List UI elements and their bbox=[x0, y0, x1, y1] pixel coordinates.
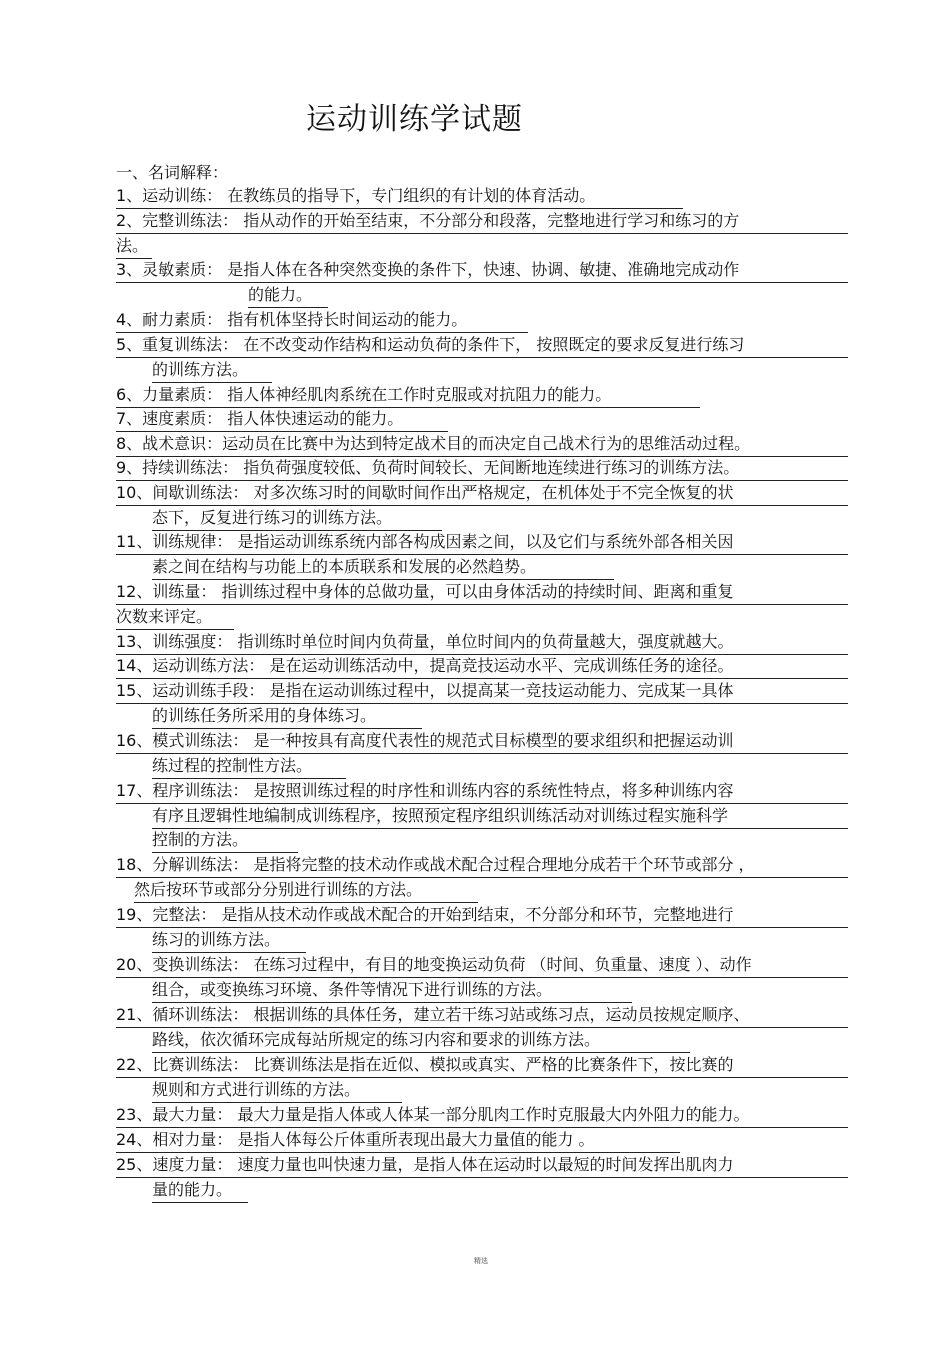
definition-line: 路线，依次循环完成每站所规定的练习内容和要求的训练方法。 bbox=[152, 1028, 690, 1053]
definition-line: 8、战术意识：运动员在比赛中为达到特定战术目的而决定自己战术行为的思维活动过程。 bbox=[116, 432, 848, 457]
definition-line: 3、灵敏素质： 是指人体在各种突然变换的条件下，快速、协调、敏捷、准确地完成动作 bbox=[116, 258, 848, 283]
definition-line: 量的能力。 bbox=[152, 1178, 248, 1203]
definition-line: 组合，或变换练习环境、条件等情况下进行训练的方法。 bbox=[152, 978, 632, 1003]
definition-line: 规则和方式进行训练的方法。 bbox=[152, 1078, 402, 1103]
definition-line: 22、比赛训练法： 比赛训练法是指在近似、模拟或真实、严格的比赛条件下，按比赛的 bbox=[116, 1053, 848, 1078]
definition-line: 5、重复训练法： 在不改变动作结构和运动负荷的条件下， 按照既定的要求反复进行练习 bbox=[116, 333, 848, 358]
definition-line: 6、力量素质： 指人体神经肌肉系统在工作时克服或对抗阻力的能力。 bbox=[116, 383, 700, 408]
definition-line: 20、变换训练法： 在练习过程中，有目的地变换运动负荷 （时间、负重量、速度 ）、动作 bbox=[116, 953, 848, 978]
definition-line: 1、运动训练： 在教练员的指导下，专门组织的有计划的体育活动。 bbox=[116, 184, 683, 209]
definition-line: 控制的方法。 bbox=[152, 828, 298, 853]
definition-line: 7、速度素质： 指人体快速运动的能力。 bbox=[116, 407, 448, 432]
section-heading: 一、名词解释： bbox=[116, 163, 229, 182]
definition-line: 的能力。 bbox=[248, 283, 328, 308]
footer-label: 精选 bbox=[474, 1257, 488, 1265]
definition-line: 练习的训练方法。 bbox=[152, 928, 306, 953]
definition-line: 素之间在结构与功能上的本质联系和发展的必然趋势。 bbox=[152, 555, 614, 580]
definition-line: 12、训练量： 指训练过程中身体的总做功量，可以由身体活动的持续时间、距离和重复 bbox=[116, 580, 848, 605]
definition-line: 11、训练规律： 是指运动训练系统内部各构成因素之间，以及它们与系统外部各相关因 bbox=[116, 530, 848, 555]
definition-line: 13、训练强度： 指训练时单位时间内负荷量，单位时间内的负荷量越大，强度就越大。 bbox=[116, 630, 848, 655]
definition-line: 练过程的控制性方法。 bbox=[152, 754, 346, 779]
definition-line: 19、完整法： 是指从技术动作或战术配合的开始到结束，不分部分和环节，完整地进行 bbox=[116, 903, 848, 928]
definition-line: 16、模式训练法： 是一种按具有高度代表性的规范式目标模型的要求组织和把握运动训 bbox=[116, 729, 848, 754]
document-title: 运动训练学试题 bbox=[306, 102, 523, 137]
definition-line: 4、耐力素质： 指有机体坚持长时间运动的能力。 bbox=[116, 308, 528, 333]
definition-line: 25、速度力量： 速度力量也叫快速力量，是指人体在运动时以最短的时间发挥出肌肉力 bbox=[116, 1153, 848, 1178]
definition-line: 17、程序训练法： 是按照训练过程的时序性和训练内容的系统性特点，将多种训练内容 bbox=[116, 779, 848, 804]
definition-line: 10、间歇训练法： 对多次练习时的间歇时间作出严格规定，在机体处于不完全恢复的状 bbox=[116, 481, 848, 506]
definition-line: 法。 bbox=[116, 234, 152, 259]
definition-line: 有序且逻辑性地编制成训练程序，按照预定程序组织训练活动对训练过程实施科学 bbox=[152, 804, 848, 829]
definition-line: 24、相对力量： 是指人体每公斤体重所表现出最大力量值的能力 。 bbox=[116, 1128, 680, 1153]
definition-line: 2、完整训练法： 指从动作的开始至结束，不分部分和段落，完整地进行学习和练习的方 bbox=[116, 209, 848, 234]
definition-line: 21、循环训练法： 根据训练的具体任务，建立若干练习站或练习点，运动员按规定顺序、 bbox=[116, 1003, 848, 1028]
definition-line: 18、分解训练法： 是指将完整的技术动作或战术配合过程合理地分成若干个环节或部分 ， bbox=[116, 853, 848, 878]
definition-line: 次数来评定。 bbox=[116, 605, 234, 630]
definition-line: 的训练任务所采用的身体练习。 bbox=[152, 704, 422, 729]
definition-line: 23、最大力量： 最大力量是指人体或人体某一部分肌肉工作时克服最大内外阻力的能力。 bbox=[116, 1103, 848, 1128]
definition-line: 的训练方法。 bbox=[152, 358, 272, 383]
definition-line: 9、持续训练法： 指负荷强度较低、负荷时间较长、无间断地连续进行练习的训练方法。 bbox=[116, 456, 848, 481]
definition-line: 15、运动训练手段： 是指在运动训练过程中，以提高某一竞技运动能力、完成某一具体 bbox=[116, 679, 848, 704]
definition-line: 然后按环节或部分分别进行训练的方法。 bbox=[134, 878, 478, 903]
definition-line: 14、运动训练方法： 是在运动训练活动中，提高竞技运动水平、完成训练任务的途径。 bbox=[116, 654, 848, 679]
definition-line: 态下，反复进行练习的训练方法。 bbox=[152, 506, 442, 531]
